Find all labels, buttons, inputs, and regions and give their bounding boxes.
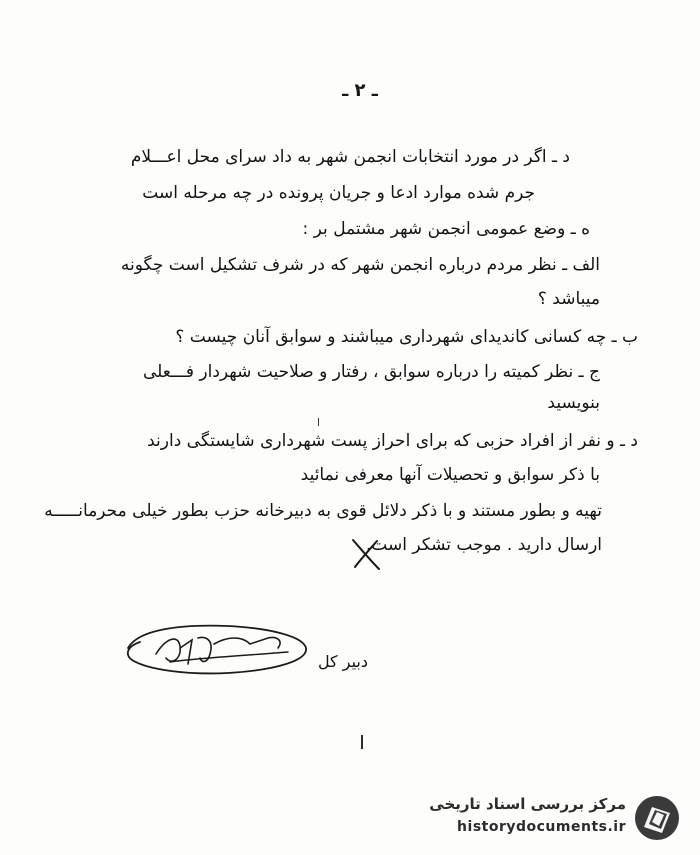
document-line: ج ـ نظر کمیته را درباره سوابق ، رفتار و صلاحیت شهردار فـــعلی bbox=[142, 362, 600, 382]
document-line: جرم شده موارد ادعا و جریان پرونده در چه مرحله است bbox=[142, 183, 535, 203]
document-line: میباشد ؟ bbox=[537, 289, 600, 309]
document-line: ب ـ چه کسانی کاندیدای شهرداری میباشند و سوابق آنان چیست ؟ bbox=[175, 327, 638, 347]
watermark-url: historydocuments.ir bbox=[457, 819, 626, 835]
archive-logo-icon bbox=[632, 793, 682, 843]
watermark-title: مرکز بررسی اسناد تاریخی bbox=[429, 795, 626, 813]
signatory-title: دبیر کل bbox=[317, 652, 368, 671]
document-line: د ـ اگر در مورد انتخابات انجمن شهر به داد سرای محل اعـــلام bbox=[130, 147, 570, 167]
document-line: بنویسید bbox=[547, 393, 600, 413]
margin-mark bbox=[361, 735, 363, 749]
document-line: ارسال دارید . موجب تشکر است. bbox=[365, 535, 602, 555]
document-line: تهیه و بطور مستند و با ذکر دلائل قوی به دبیرخانه حزب بطور خیلی محرمانـــــه bbox=[44, 501, 602, 521]
watermark bbox=[396, 791, 686, 847]
document-line: با ذکر سوابق و تحصیلات آنها معرفی نمائید bbox=[300, 465, 600, 485]
handwritten-signature bbox=[118, 618, 314, 680]
document-line: د ـ و نفر از افراد حزبی که برای احراز پست شهرداری شایستگی دارند bbox=[147, 431, 638, 451]
x-mark-icon bbox=[348, 536, 384, 572]
document-line: ه ـ وضع عمومی انجمن شهر مشتمل بر : bbox=[302, 219, 590, 239]
document-line: الف ـ نظر مردم درباره انجمن شهر که در شرف تشکیل است چگونه bbox=[120, 255, 600, 275]
page-number: ـ ۲ ـ bbox=[342, 80, 378, 101]
margin-mark bbox=[318, 418, 319, 426]
